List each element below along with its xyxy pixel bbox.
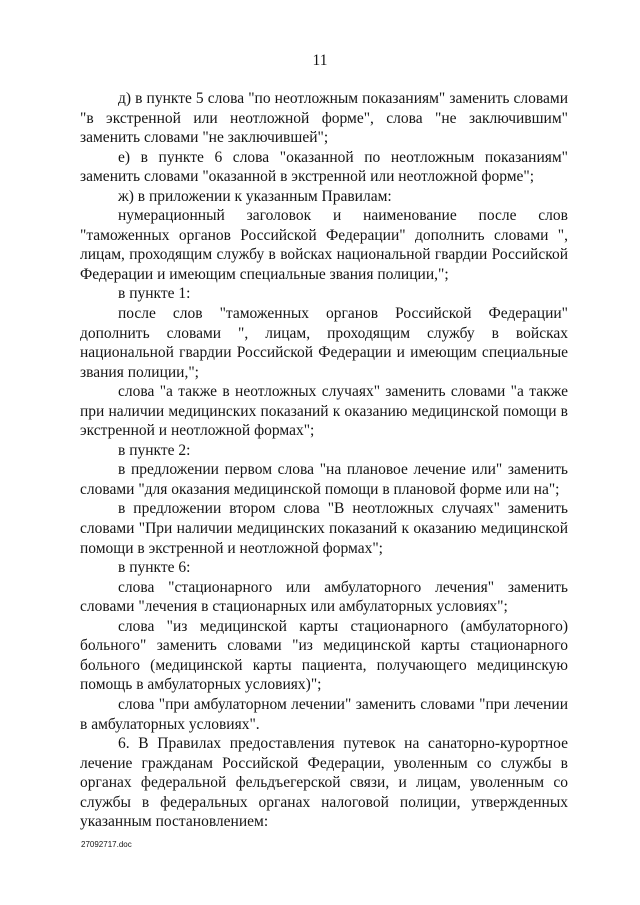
paragraph: в пункте 2: — [118, 441, 191, 459]
paragraph: 6. В Правилах предоставления путевок на санаторно-курортное лечение гражданам Российской Федерации, уволенным со службы в органах федеральной фельдъегерской связи, и лицам, уволенным со службы в федеральных органах налоговой полиции, утвержденных указанным постановлением: — [80, 735, 568, 831]
paragraph: нумерационный заголовок и наименование после слов "таможенных органов Российской Федерации" дополнить словами ", лицам, проходящим службу в войсках национальной гвардии Российской Федерации и имеющим специальные звания полиции,"; — [80, 207, 568, 283]
paragraph: слова "а также в неотложных случаях" заменить словами "а также при наличии медицинских показаний к оказанию медицинской помощи в экстренной и неотложной формах"; — [80, 383, 568, 440]
paragraph: д) в пункте 5 слова "по неотложным показаниям" заменить словами "в экстренной или неотложной форме", слова "не заключившим" заменить словами "не заключившей"; — [80, 90, 568, 147]
paragraph: ж) в приложении к указанным Правилам: — [118, 187, 392, 205]
paragraph: слова "из медицинской карты стационарного (амбулаторного) больного" заменить словами "из медицинской карты стационарного больного (медицинской карты пациента, получающего медицинскую помощь в амбулаторных условиях)"; — [80, 617, 568, 694]
document-body — [80, 89, 568, 832]
paragraph: в пункте 1: — [118, 285, 191, 303]
paragraph: в предложении втором слова "В неотложных случаях" заменить словами "При наличии медицинских показаний к оказанию медицинской помощи в экстренной и неотложной формах"; — [80, 500, 568, 557]
footer-filename: 27092717.doc — [81, 840, 132, 849]
paragraph: е) в пункте 6 слова "оказанной по неотложным показаниям" заменить словами "оказанной в экстренной или неотложной форме"; — [80, 148, 568, 186]
paragraph: слова "при амбулаторном лечении" заменить словами "при лечении в амбулаторных условиях". — [80, 695, 568, 733]
page-number: 11 — [312, 52, 328, 69]
paragraph: в предложении первом слова "на плановое лечение или" заменить словами "для оказания медицинской помощи в плановой форме или на"; — [80, 461, 568, 498]
paragraph: после слов "таможенных органов Российской Федерации" дополнить словами ", лицам, проходящим службу в войсках национальной гвардии Российской Федерации и имеющим специальные звания полиции,"; — [80, 305, 568, 381]
paragraph: слова "стационарного или амбулаторного лечения" заменить словами "лечения в стационарных или амбулаторных условиях"; — [80, 578, 568, 616]
paragraph: в пункте 6: — [118, 559, 191, 577]
